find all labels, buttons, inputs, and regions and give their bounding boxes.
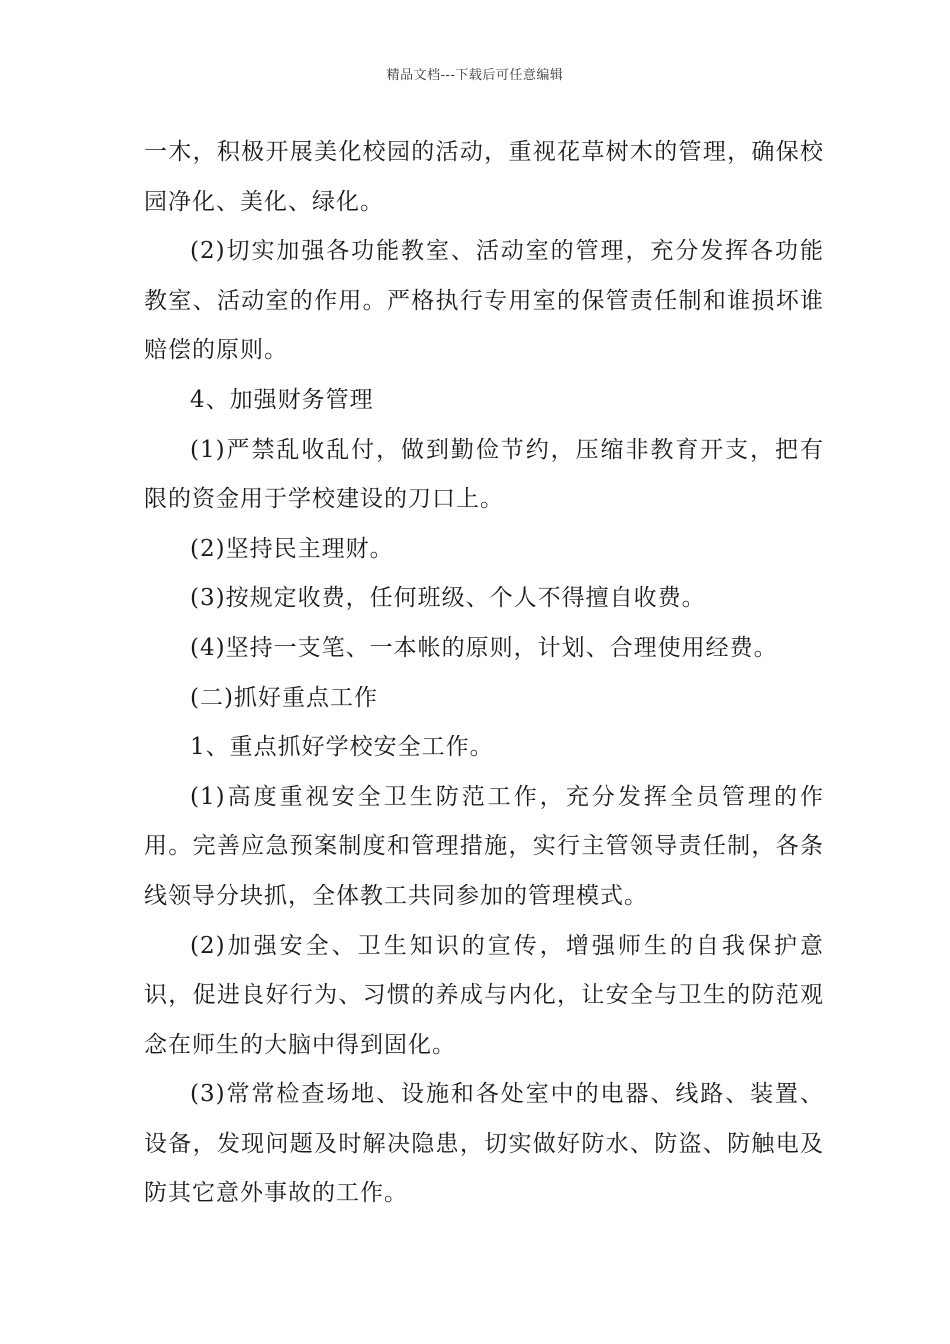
paragraph: (3)常常检查场地、设施和各处室中的电器、线路、装置、设备，发现问题及时解决隐患，切实做好防水、防盗、防触电及防其它意外事故的工作。	[144, 1081, 824, 1207]
paragraph: (3)按规定收费，任何班级、个人不得擅自收费。	[190, 585, 706, 612]
paragraph: (1)严禁乱收乱付，做到勤俭节约，压缩非教育开支，把有限的资金用于学校建设的刀口上。	[144, 436, 824, 513]
section-heading: 1、重点抓好学校安全工作。	[190, 734, 494, 761]
document-body	[144, 128, 824, 1219]
paragraph: (2)加强安全、卫生知识的宣传，增强师生的自我保护意识，促进良好行为、习惯的养成与内化，让安全与卫生的防范观念在师生的大脑中得到固化。	[144, 932, 824, 1058]
paragraph: (4)坚持一支笔、一本帐的原则，计划、合理使用经费。	[190, 634, 778, 661]
paragraph: (2)切实加强各功能教室、活动室的管理，充分发挥各功能教室、活动室的作用。严格执行专用室的保管责任制和谁损坏谁赔偿的原则。	[144, 238, 824, 364]
page-header: 精品文档---下载后可任意编辑	[386, 68, 564, 83]
section-heading: (二)抓好重点工作	[190, 684, 378, 711]
paragraph: (2)坚持民主理财。	[190, 535, 394, 562]
paragraph: (1)高度重视安全卫生防范工作，充分发挥全员管理的作用。完善应急预案制度和管理措施，实行主管领导责任制，各条线领导分块抓，全体教工共同参加的管理模式。	[144, 783, 824, 909]
paragraph: 一木，积极开展美化校园的活动，重视花草树木的管理，确保校园净化、美化、绿化。	[144, 139, 824, 215]
section-heading: 4、加强财务管理	[190, 386, 374, 413]
